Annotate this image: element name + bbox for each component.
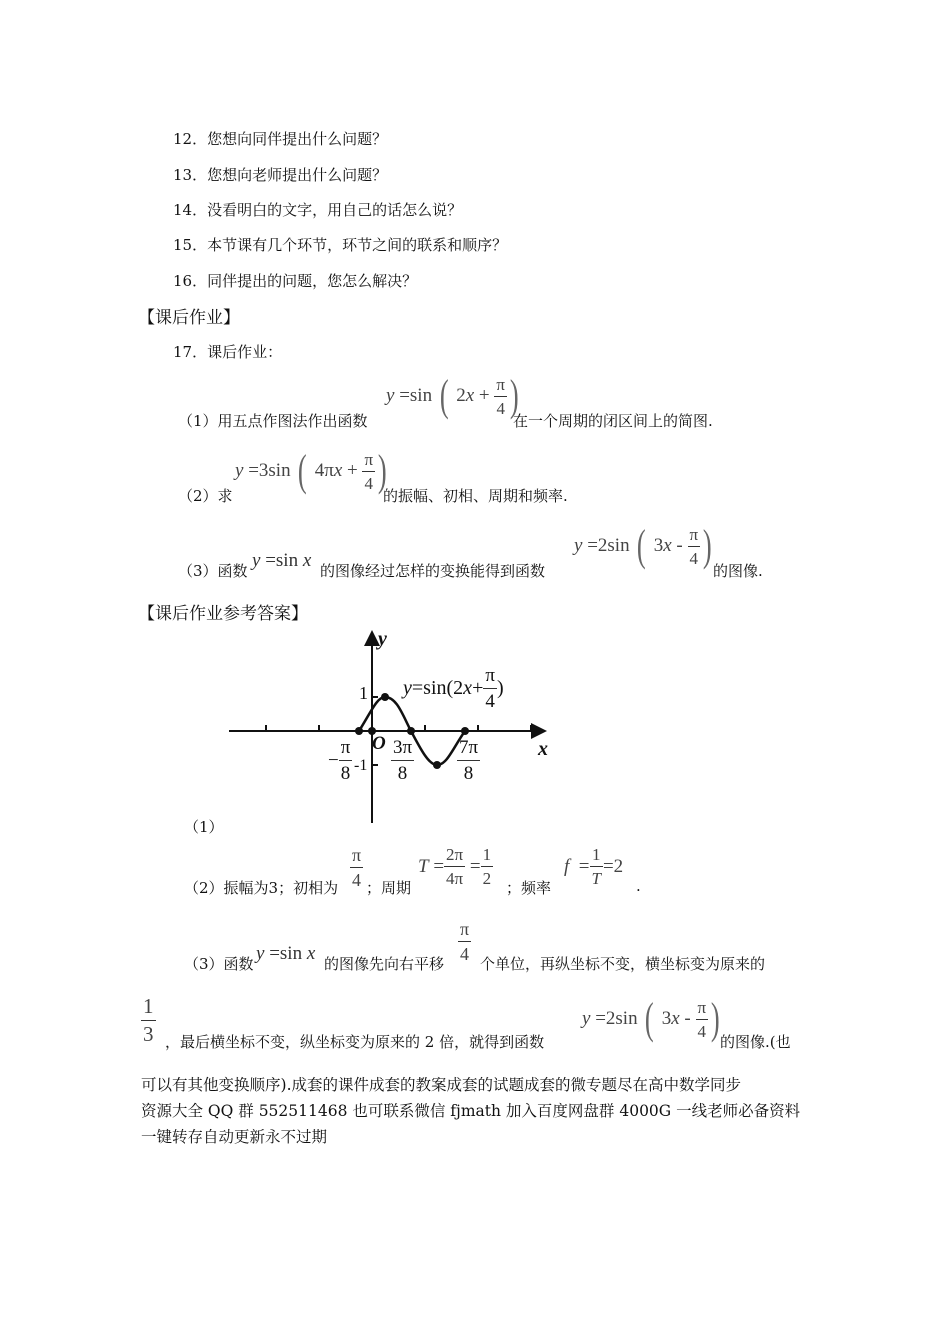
question-13: 13．您想向老师提出什么问题？ xyxy=(173,166,388,184)
answer3-mid2: 个单位，再纵坐标不变，横坐标变为原来的 xyxy=(480,955,766,973)
footer-line1: .成套的课件成套的教案成套的试题成套的微专题尽在高中数学同步 xyxy=(286,1076,741,1094)
footer-line2: 资源大全 QQ 群 552511468 也可联系微信 fjmath 加入百度网盘群 4000G 一线老师必备资料 xyxy=(141,1102,801,1120)
part3-mid: 的图像经过怎样的变换能得到函数 xyxy=(320,562,546,580)
answer2-phase-label: ；初相为 xyxy=(278,879,339,897)
part2-label: （2）求 xyxy=(178,487,233,505)
y-tick-label-1: 1 xyxy=(359,683,368,703)
y-axis-label: y xyxy=(378,628,387,650)
formula-sinx: y =sin x xyxy=(252,550,312,571)
answer3-line2: ，最后横坐标不变，纵坐标变为原来的 2 倍，就得到函数 xyxy=(165,1033,545,1051)
key-point-6 xyxy=(461,727,469,735)
answer3-mid: 的图像先向右平移 xyxy=(324,955,445,973)
answers-heading: 【课后作业参考答案】 xyxy=(138,604,308,624)
formula-3sin-4pix: y =3sin ( 4π x + $\frac{\pi}{4}$ ) xyxy=(235,446,387,495)
answer2-end: . xyxy=(636,877,641,895)
period-formula: T = $\frac{2\pi}{4\pi}$ = $\frac{1}{2}$ xyxy=(418,845,492,888)
question-14: 14．没看明白的文字，用自己的话怎么说？ xyxy=(173,201,463,219)
answer2-row xyxy=(184,877,338,898)
phase-fraction: $\frac{\pi}{4}$ xyxy=(352,845,362,890)
question-16: 16．同伴提出的问题，您怎么解决？ xyxy=(173,272,418,290)
key-point-5 xyxy=(433,761,441,769)
part2-tail: 的振幅、初相、周期和频率. xyxy=(383,487,568,505)
curve-label: y =sin(2 x + $\frac{\pi}{4}$ ) xyxy=(403,665,504,712)
homework-intro: 17．课后作业： xyxy=(173,343,283,361)
one-third-fraction: $\frac{1}{3}$ xyxy=(143,994,154,1046)
key-point-1 xyxy=(355,727,363,735)
part3-label: （3）函数 xyxy=(178,562,248,580)
key-point-3 xyxy=(381,693,389,701)
y-tick-label-neg1: -1 xyxy=(354,757,368,774)
origin-label: O xyxy=(372,733,386,754)
answer2-label: （2）振幅为 xyxy=(184,879,269,897)
answer3-line3 xyxy=(141,1073,741,1095)
part1-label: （1）用五点作图法作出函数 xyxy=(178,412,368,430)
answer3-tail: 的图像.(也 xyxy=(720,1033,791,1051)
answer2-freq-label: ；频率 xyxy=(506,879,552,897)
formula-sinx-answer: y =sin x xyxy=(256,943,316,964)
question-15: 15．本节课有几个环节，环节之间的联系和顺序？ xyxy=(173,236,508,254)
homework-heading: 【课后作业】 xyxy=(138,308,240,328)
formula-2sin-3x-pi4-answer: y =2sin ( 3 x - $\frac{\pi}{4}$ ) xyxy=(582,994,720,1043)
shift-fraction: $\frac{\pi}{4}$ xyxy=(460,919,470,964)
frequency-formula: f = $\frac{1}{T}$ =2 xyxy=(564,845,624,888)
answer2-amplitude: 3 xyxy=(268,879,279,897)
question-12: 12．您想向同伴提出什么问题？ xyxy=(173,130,388,148)
footer-line3: 一键转存自动更新永不过期 xyxy=(141,1128,328,1146)
answer1-label: （1） xyxy=(184,818,224,836)
answer3-label: （3）函数 xyxy=(184,955,254,973)
answer3-line3-text: 可以有其他变换顺序) xyxy=(141,1076,287,1094)
formula-sin-2x-pi4: y =sin ( 2 x + $\frac{\pi}{4}$ ) xyxy=(386,371,519,420)
x-tick-label-neg-pi8: − $\frac{\pi}{8}$ xyxy=(328,737,351,784)
x-axis-label: x xyxy=(538,738,548,760)
part3-tail: 的图像. xyxy=(713,562,763,580)
sine-graph xyxy=(225,628,555,828)
part1-tail: 在一个周期的闭区间上的简图. xyxy=(513,412,713,430)
x-tick-label-3pi8: $\frac{3\pi}{8}$ xyxy=(393,737,413,784)
x-tick-label-7pi8: $\frac{7\pi}{8}$ xyxy=(459,737,479,784)
formula-2sin-3x-pi4: y =2sin ( 3 x - $\frac{\pi}{4}$ ) xyxy=(574,521,712,570)
key-point-4 xyxy=(407,727,415,735)
answer2-period-label: ；周期 xyxy=(366,879,412,897)
